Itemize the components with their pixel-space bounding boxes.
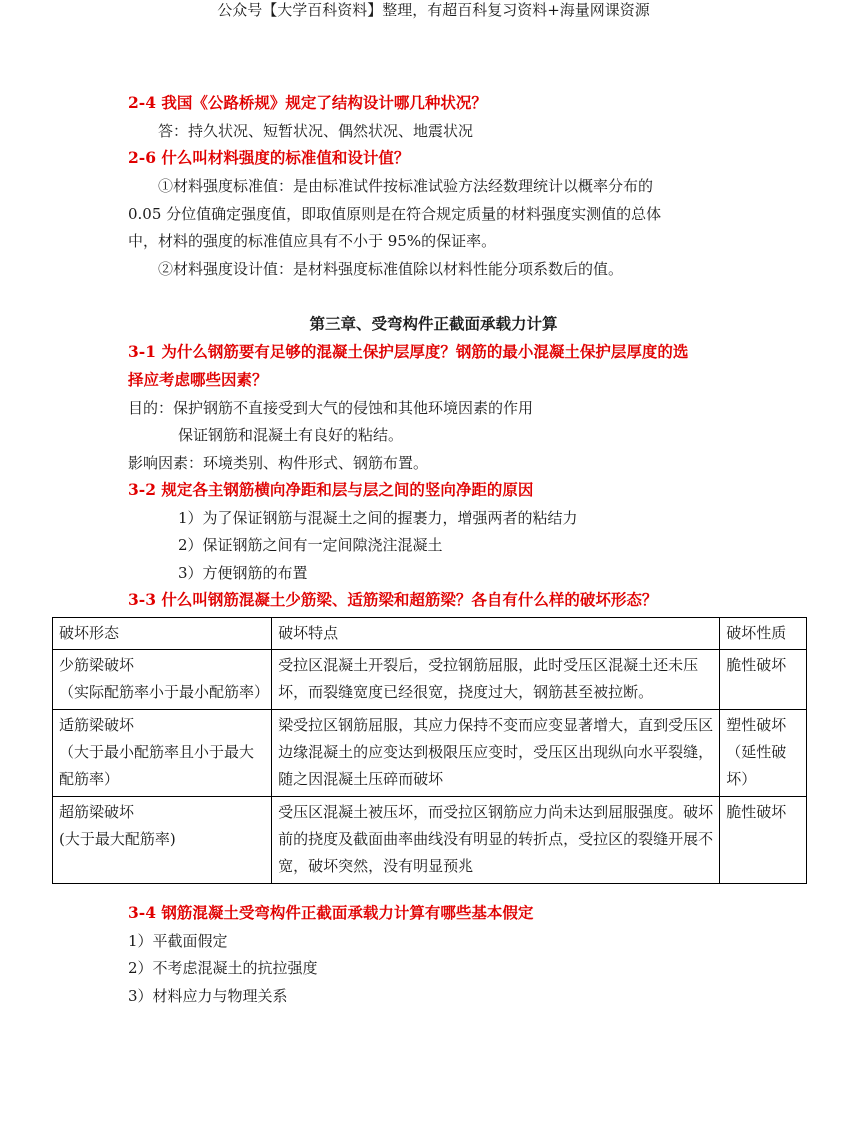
table-row	[53, 797, 807, 884]
question-2-4-title: 2-4 我国《公路桥规》规定了结构设计哪几种状况？	[128, 93, 487, 112]
header-note: 公众号【大学百科资料】整理，有超百科复习资料+海量网课资源	[217, 1, 650, 19]
failure-type-name: 少筋梁破坏	[59, 656, 135, 674]
table-header-row	[53, 618, 807, 650]
answer-3-4-item: 2）不考虑混凝土的抗拉强度	[128, 959, 318, 977]
question-3-1-title-line1: 3-1 为什么钢筋要有足够的混凝土保护层厚度？钢筋的最小混凝土保护层厚度的选	[128, 342, 689, 361]
failure-type-cell	[53, 797, 272, 884]
failure-type-condition: （实际配筋率小于最小配筋率）	[59, 683, 270, 701]
failure-type-condition: (大于最大配筋率)	[59, 830, 176, 848]
table-header-cell: 破坏形态	[53, 618, 272, 650]
failure-feature-cell: 受压区混凝土被压坏，而受拉区钢筋应力尚未达到屈服强度。破坏前的挠度及截面曲率曲线没有明显的转折点，受拉区的裂缝开展不宽，破坏突然，没有明显预兆	[272, 797, 720, 884]
failure-mode-table	[52, 617, 807, 884]
failure-type-cell	[53, 710, 272, 797]
failure-type-name: 超筋梁破坏	[59, 803, 135, 821]
answer-2-6-p1-line1: ①材料强度标准值：是由标准试件按标准试验方法经数理统计以概率分布的	[158, 177, 654, 195]
question-3-1-title-line2: 择应考虑哪些因素？	[128, 370, 268, 389]
failure-nature-cell: 脆性破坏	[720, 650, 807, 710]
answer-3-1-factors: 影响因素：环境类别、构件形式、钢筋布置。	[128, 454, 429, 472]
answer-3-2-item: 3）方便钢筋的布置	[178, 564, 308, 582]
failure-nature-cell: 塑性破坏（延性破坏）	[720, 710, 807, 797]
failure-feature-cell: 梁受拉区钢筋屈服，其应力保持不变而应变显著增大，直到受压区边缘混凝土的应变达到极限压应变时，受压区出现纵向水平裂缝，随之因混凝土压碎而破坏	[272, 710, 720, 797]
failure-nature-cell: 脆性破坏	[720, 797, 807, 884]
table-header-cell: 破坏性质	[720, 618, 807, 650]
table-header-cell: 破坏特点	[272, 618, 720, 650]
answer-2-4: 答：持久状况、短暂状况、偶然状况、地震状况	[158, 122, 474, 140]
table-row	[53, 710, 807, 797]
table-row	[53, 650, 807, 710]
answer-3-1-purpose2: 保证钢筋和混凝土有良好的粘结。	[178, 426, 404, 444]
answer-2-6-p1-line2: 0.05 分位值确定强度值，即取值原则是在符合规定质量的材料强度实测值的总体	[128, 205, 662, 223]
failure-feature-cell: 受拉区混凝土开裂后，受拉钢筋屈服，此时受压区混凝土还未压坏，而裂缝宽度已经很宽，挠度过大，钢筋甚至被拉断。	[272, 650, 720, 710]
question-3-3-title: 3-3 什么叫钢筋混凝土少筋梁、适筋梁和超筋梁？各自有什么样的破坏形态？	[128, 590, 658, 609]
question-3-2-title: 3-2 规定各主钢筋横向净距和层与层之间的竖向净距的原因	[128, 480, 534, 499]
answer-3-4-item: 3）材料应力与物理关系	[128, 987, 288, 1005]
failure-type-name: 适筋梁破坏	[59, 716, 135, 734]
question-3-4-title: 3-4 钢筋混凝土受弯构件正截面承载力计算有哪些基本假定	[128, 903, 534, 922]
failure-type-condition: （大于最小配筋率且小于最大配筋率）	[59, 743, 255, 788]
question-2-6-title: 2-6 什么叫材料强度的标准值和设计值？	[128, 148, 410, 167]
answer-2-6-p1-line3: 中，材料的强度的标准值应具有不小于 95%的保证率。	[128, 232, 497, 250]
answer-3-1-purpose1: 目的：保护钢筋不直接受到大气的侵蚀和其他环境因素的作用	[128, 399, 534, 417]
answer-3-2-item: 1）为了保证钢筋与混凝土之间的握裹力，增强两者的粘结力	[178, 509, 578, 527]
answer-3-2-item: 2）保证钢筋之间有一定间隙浇注混凝土	[178, 536, 443, 554]
answer-2-6-p2: ②材料强度设计值：是材料强度标准值除以材料性能分项系数后的值。	[158, 260, 624, 278]
answer-3-4-item: 1）平截面假定	[128, 932, 228, 950]
failure-type-cell	[53, 650, 272, 710]
chapter-3-title: 第三章、受弯构件正截面承载力计算	[309, 314, 558, 333]
